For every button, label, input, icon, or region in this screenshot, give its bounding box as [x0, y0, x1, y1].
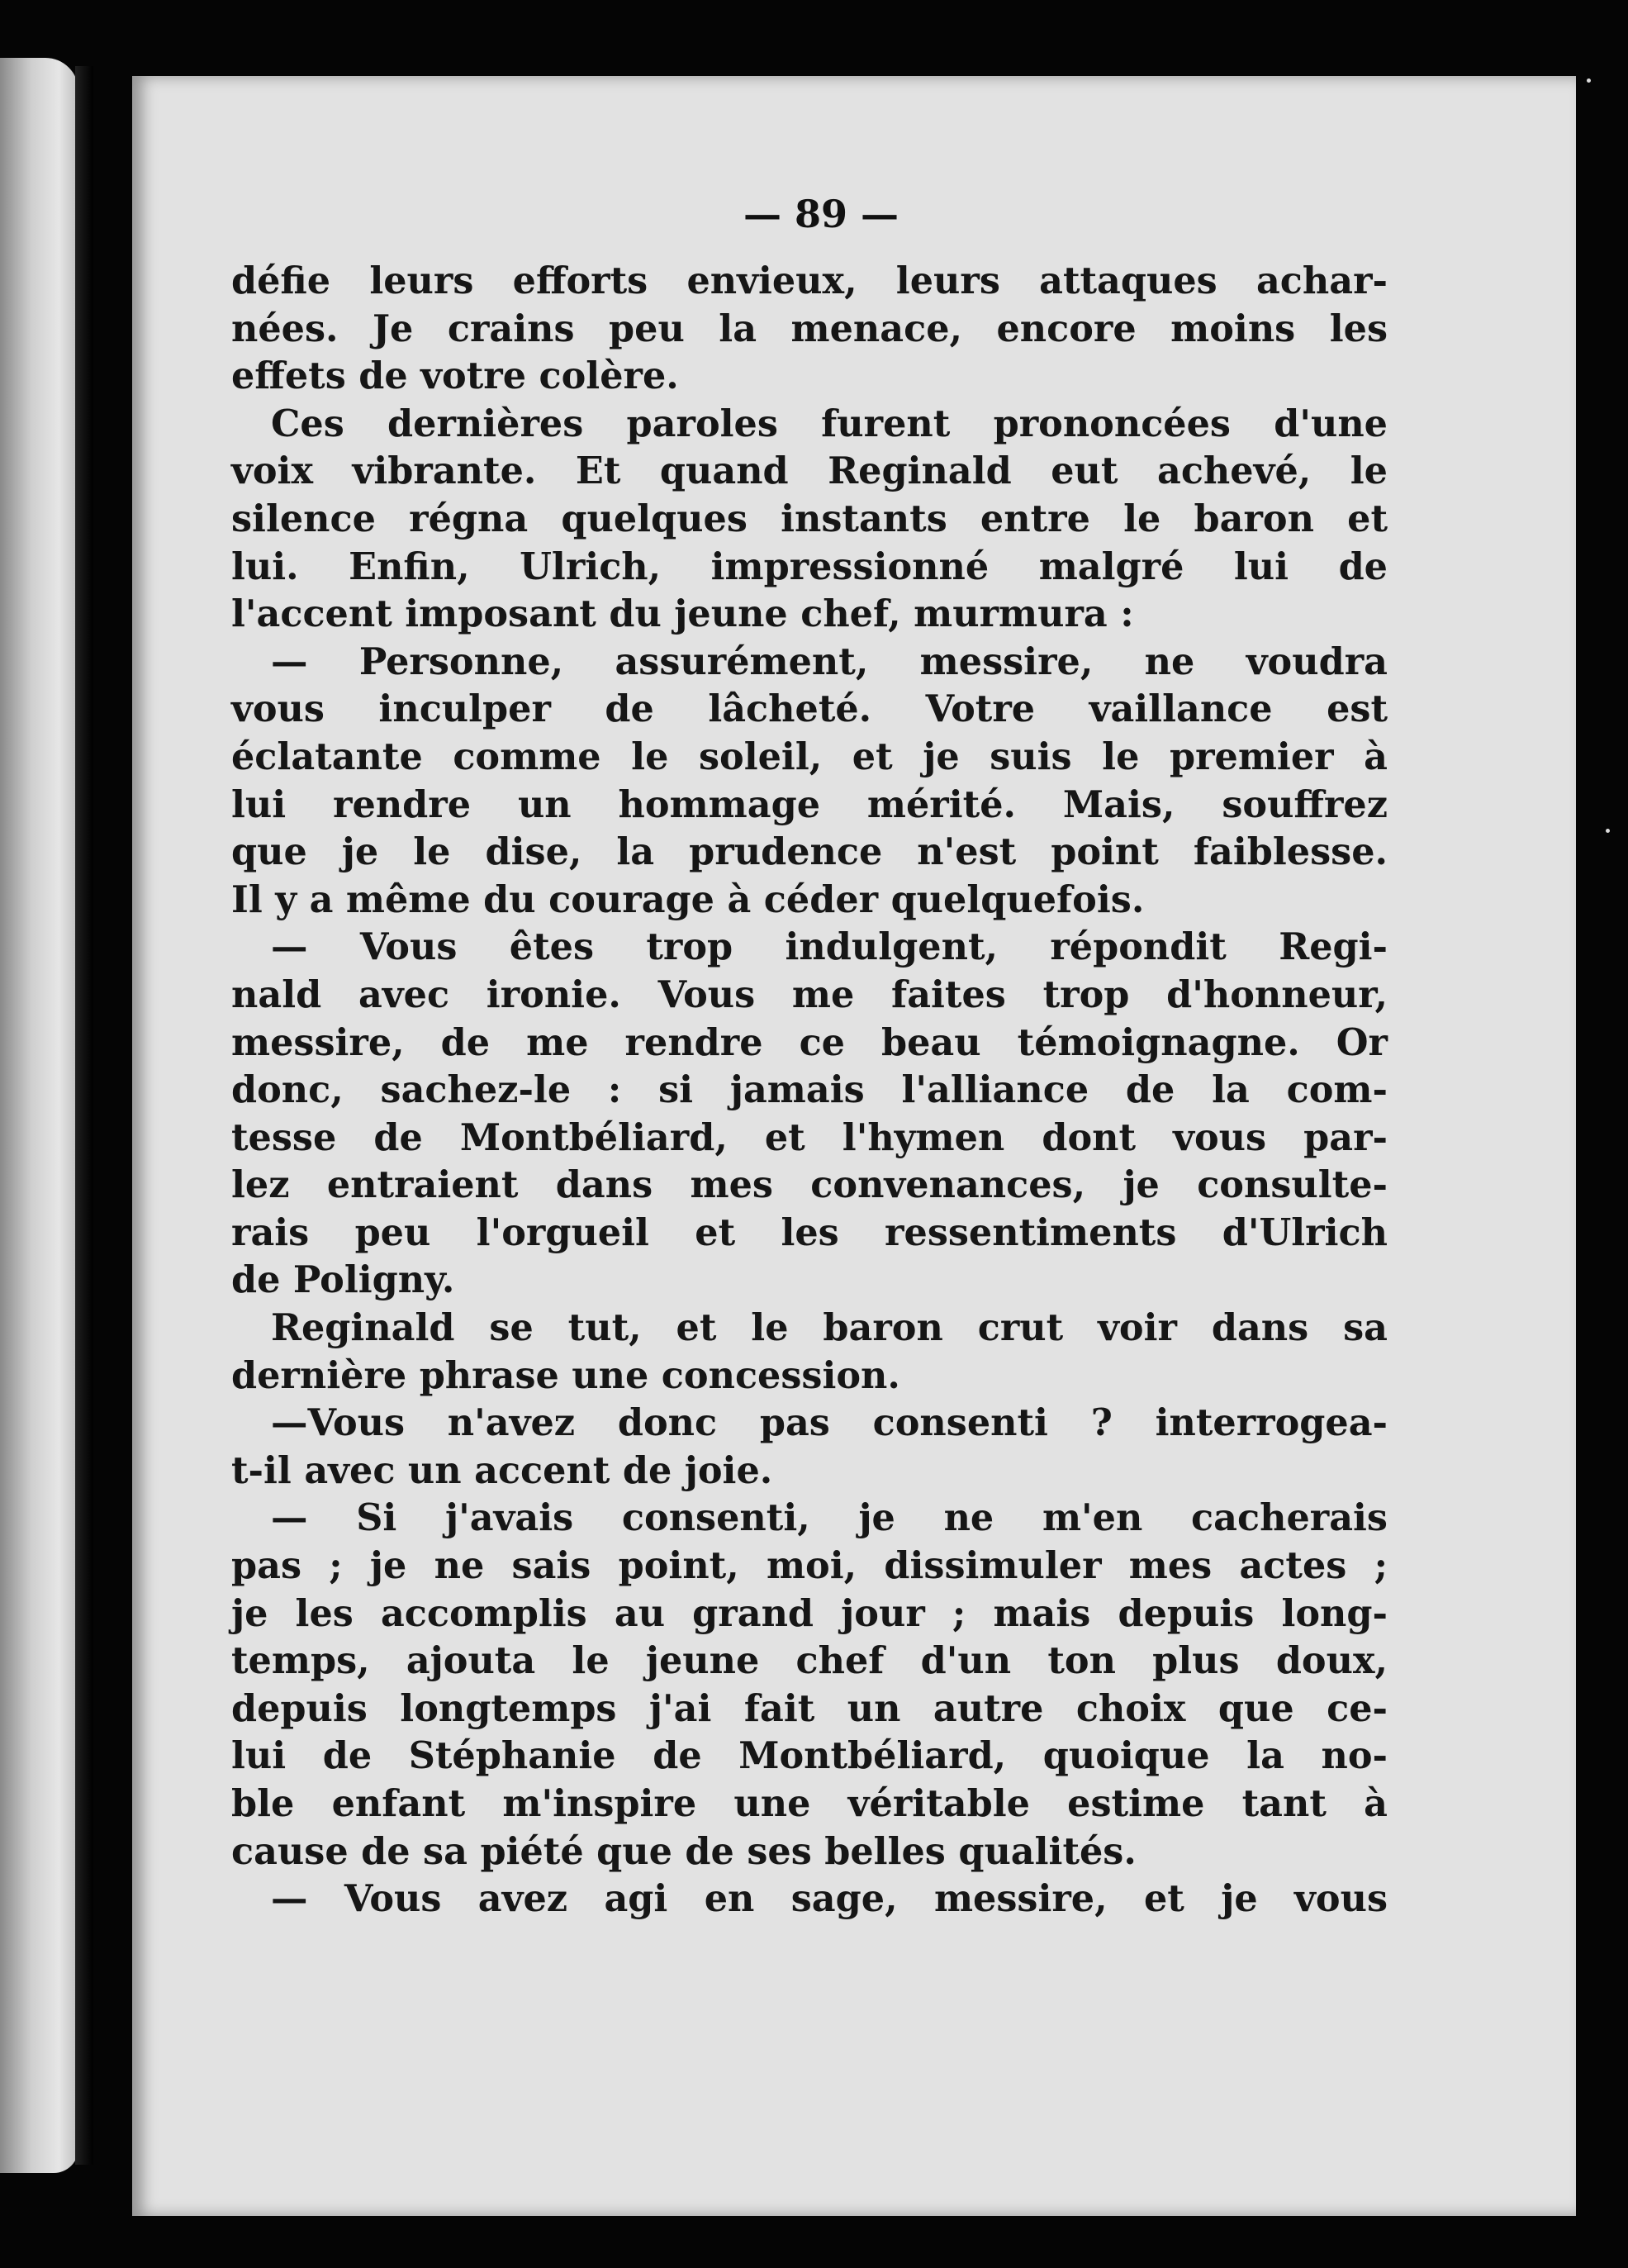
text-line: éclatante comme le soleil, et je suis le premier à [231, 735, 1388, 778]
text-line: donc, sachez-le : si jamais l'alliance de la com- [231, 1068, 1388, 1112]
text-line: — Si j'avais consenti, je ne m'en cacherais [271, 1496, 1388, 1540]
text-line: vous inculper de lâcheté. Votre vaillance est [231, 687, 1388, 731]
text-line: nées. Je crains peu la menace, encore moins les [231, 307, 1388, 350]
scan-speck [1587, 78, 1591, 83]
page-body-text [231, 258, 1388, 1923]
text-line: tesse de Montbéliard, et l'hymen dont vous par- [231, 1115, 1388, 1159]
text-line: Il y a même du courage à céder quelquefois. [231, 877, 1145, 921]
text-line: que je le dise, la prudence n'est point faiblesse. [231, 830, 1388, 874]
text-line: ble enfant m'inspire une véritable estime tant à [231, 1782, 1388, 1825]
text-line: t-il avec un accent de joie. [231, 1448, 773, 1492]
book-page [132, 76, 1576, 2216]
text-line: — Vous êtes trop indulgent, répondit Regi- [271, 925, 1388, 969]
text-line: lez entraient dans mes convenances, je consulte- [231, 1163, 1388, 1207]
text-line: Ces dernières paroles furent prononcées d'une [271, 402, 1388, 445]
text-line: l'accent imposant du jeune chef, murmura : [231, 592, 1134, 636]
text-line: effets de votre colère. [231, 354, 679, 398]
text-line: messire, de me rendre ce beau témoignagne. Or [231, 1020, 1388, 1064]
text-line: de Poligny. [231, 1258, 455, 1302]
text-line: rais peu l'orgueil et les ressentiments d'Ulrich [231, 1210, 1388, 1254]
text-line: — Personne, assurément, messire, ne voudra [271, 640, 1388, 683]
page-number: — 89 — [743, 192, 899, 236]
text-line: depuis longtemps j'ai fait un autre choix que ce- [231, 1686, 1388, 1730]
text-line: dernière phrase une concession. [231, 1353, 900, 1397]
text-line: défie leurs efforts envieux, leurs attaques achar- [231, 259, 1388, 302]
text-line: je les accomplis au grand jour ; mais depuis long- [231, 1591, 1388, 1635]
text-line: cause de sa piété que de ses belles qualités. [231, 1829, 1137, 1873]
text-line: temps, ajouta le jeune chef d'un ton plus doux, [231, 1639, 1388, 1683]
text-line: lui rendre un hommage mérité. Mais, souffrez [231, 782, 1388, 826]
text-line: Reginald se tut, et le baron crut voir dans sa [271, 1306, 1388, 1350]
text-line: nald avec ironie. Vous me faites trop d'honneur, [231, 972, 1388, 1016]
left-page-edge [0, 58, 78, 2173]
scan-speck [1606, 829, 1610, 833]
text-line: lui. Enfin, Ulrich, impressionné malgré lui de [231, 544, 1388, 588]
text-line: —Vous n'avez donc pas consenti ? interrogea- [271, 1401, 1388, 1445]
text-line: — Vous avez agi en sage, messire, et je vous [271, 1877, 1388, 1921]
text-line: voix vibrante. Et quand Reginald eut achevé, le [231, 449, 1388, 493]
text-line: lui de Stéphanie de Montbéliard, quoique la no- [231, 1734, 1388, 1778]
text-line: silence régna quelques instants entre le baron et [231, 497, 1388, 540]
text-line: pas ; je ne sais point, moi, dissimuler mes actes ; [231, 1544, 1388, 1588]
